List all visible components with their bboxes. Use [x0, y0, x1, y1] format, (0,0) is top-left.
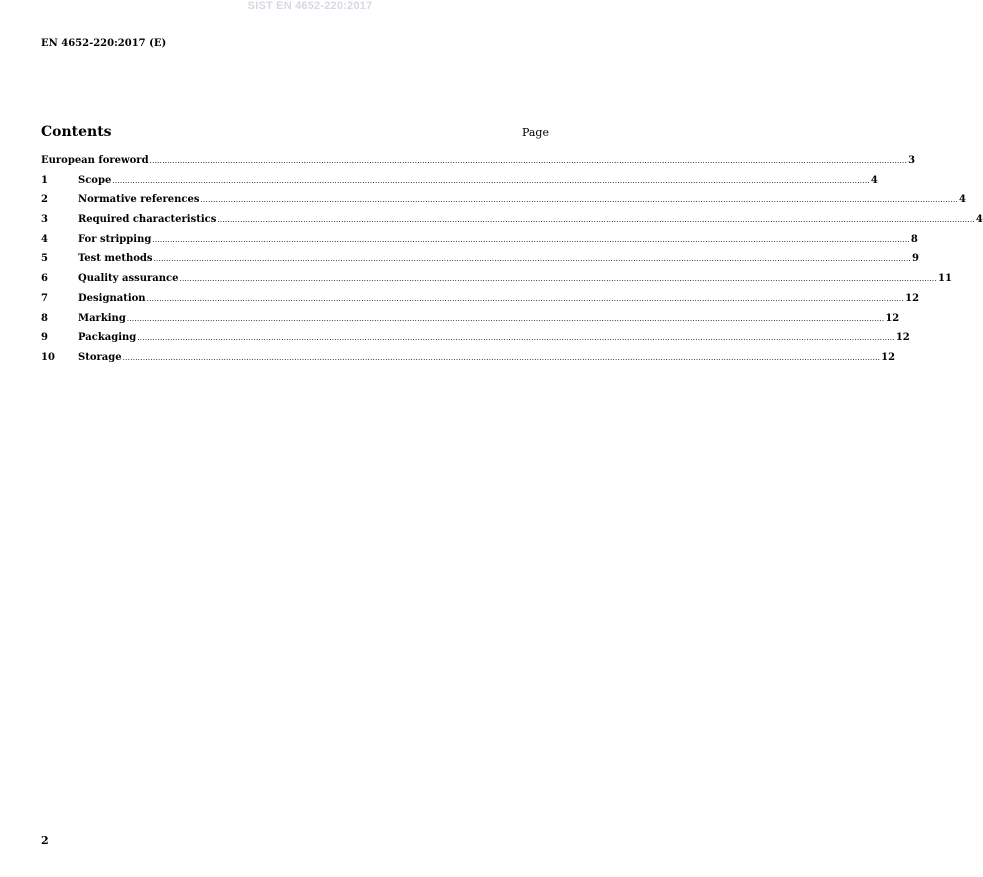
- toc-entry-title: Test methods: [78, 253, 153, 265]
- toc-entry-number: 5: [41, 253, 48, 265]
- watermark: SIST EN 4652-220:2017: [247, 0, 373, 12]
- toc-leader-dots: ............................................................................................................................................................................................................................................................................................................: [200, 196, 959, 205]
- toc-entry-page: 12: [881, 351, 896, 363]
- toc-leader-dots: ............................................................................................................................................................................................................................................................................................................: [179, 275, 937, 284]
- toc-entry-title: Storage: [78, 351, 122, 363]
- toc-entry-page: 12: [905, 292, 920, 304]
- toc-entry-title: Designation: [78, 292, 146, 304]
- toc-entry-page: 9: [912, 253, 920, 265]
- toc-entry-page: 12: [895, 332, 910, 344]
- toc-leader-dots: ............................................................................................................................................................................................................................................................................................................: [152, 235, 910, 244]
- toc-entry-number: 1: [41, 174, 48, 186]
- toc-entry-title: For stripping: [78, 233, 152, 245]
- toc-entry-number: 9: [41, 332, 48, 344]
- toc-entry-number: 4: [41, 233, 48, 245]
- toc-entry-page: 11: [937, 273, 952, 285]
- toc-entry-title: Required characteristics: [78, 214, 217, 226]
- toc-entry-number: 8: [41, 312, 48, 324]
- page-number: 2: [41, 834, 49, 847]
- toc-entry-storage[interactable]: [41, 351, 896, 372]
- toc-entry-normative-references[interactable]: [41, 194, 966, 214]
- toc-leader-dots: ............................................................................................................................................................................................................................................................................................................: [146, 294, 905, 303]
- toc-entry-number: 3: [41, 214, 48, 226]
- page-column-label: Page: [521, 126, 549, 139]
- toc-leader-dots: ............................................................................................................................................................................................................................................................................................................: [137, 334, 895, 343]
- toc-entry-number: 10: [41, 351, 55, 363]
- toc-leader-dots: ............................................................................................................................................................................................................................................................................................................: [112, 176, 870, 185]
- toc-entry-page: 4: [975, 214, 983, 226]
- toc-leader-dots: ............................................................................................................................................................................................................................................................................................................: [153, 255, 912, 264]
- toc-entry-packaging[interactable]: [41, 332, 910, 352]
- toc-entry-page: 3: [908, 155, 916, 166]
- toc-entry-scope[interactable]: [41, 174, 878, 195]
- toc-entry-page: 12: [885, 312, 900, 324]
- toc-entry-title: Quality assurance: [78, 273, 179, 285]
- toc-entry-page: 8: [910, 233, 918, 245]
- toc-entry-title: Normative references: [78, 194, 200, 206]
- toc-entry-title: European foreword: [41, 155, 149, 166]
- document-id: EN 4652-220:2017 (E): [41, 38, 167, 49]
- toc-entry-title: Scope: [78, 174, 112, 186]
- toc-entry-required-characteristics[interactable]: [41, 214, 983, 234]
- toc-entry-page: 4: [870, 174, 878, 186]
- toc-entry-title: Packaging: [78, 332, 137, 344]
- toc-leader-dots: ............................................................................................................................................................................................................................................................................................................: [126, 314, 885, 323]
- toc-entry-test-methods[interactable]: [41, 253, 920, 273]
- toc-entry-number: 6: [41, 273, 48, 285]
- toc-entry-title: Marking: [78, 312, 126, 324]
- contents-title: Contents: [41, 124, 112, 140]
- toc-leader-dots: ............................................................................................................................................................................................................................................................................................................: [122, 353, 881, 362]
- toc-entry-marking[interactable]: [41, 312, 900, 333]
- toc-leader-dots: ............................................................................................................................................................................................................................................................................................................: [217, 216, 975, 225]
- toc-entry-number: 7: [41, 292, 48, 304]
- toc-entry-foreword[interactable]: [41, 155, 916, 175]
- toc-entry-designation[interactable]: [41, 292, 920, 313]
- toc-leader-dots: ............................................................................................................................................................................................................................................................................................................: [149, 157, 908, 165]
- toc-entry-for-stripping[interactable]: [41, 233, 918, 254]
- toc-entry-quality-assurance[interactable]: [41, 273, 952, 293]
- toc-entry-number: 2: [41, 194, 48, 206]
- toc-entry-page: 4: [959, 194, 966, 206]
- table-of-contents: [41, 155, 983, 372]
